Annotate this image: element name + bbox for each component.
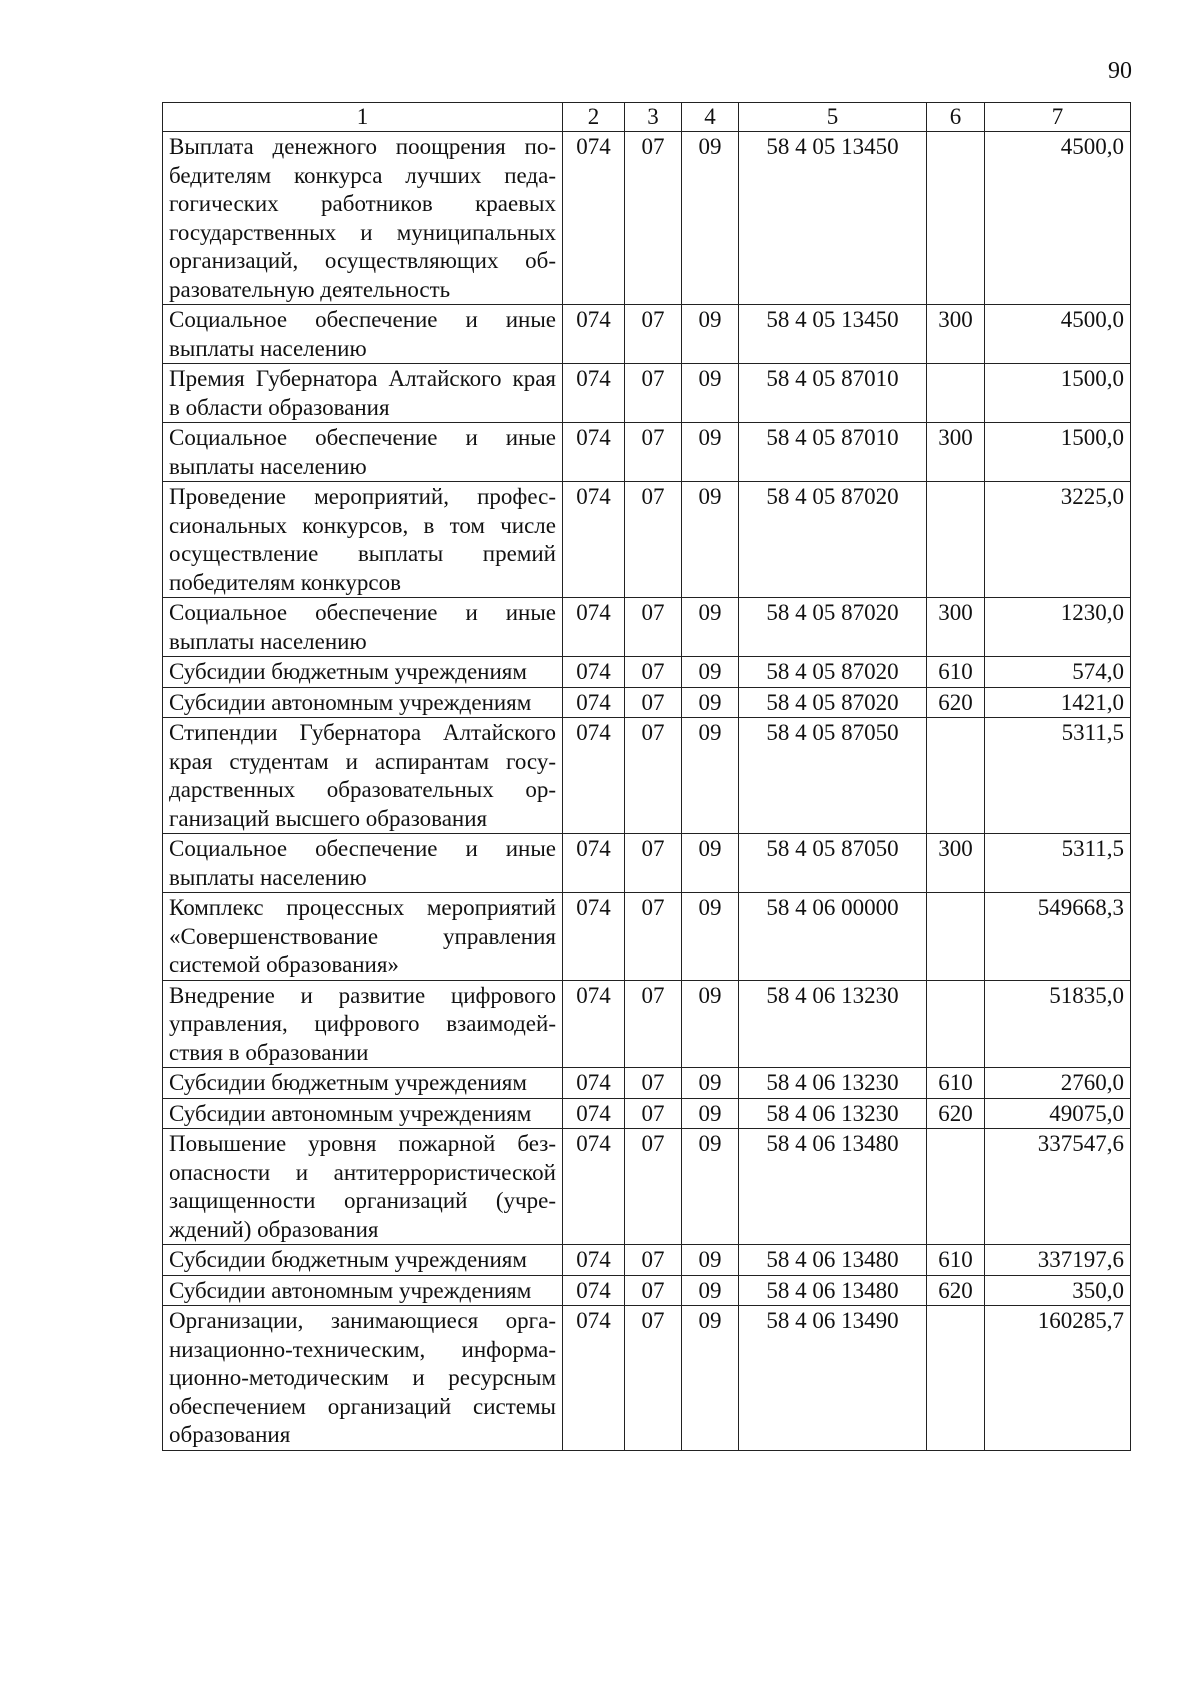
column-header-4: 4: [682, 103, 739, 132]
ministry-code-cell: 074: [563, 718, 625, 834]
column-header-1: 1: [163, 103, 563, 132]
section-code-cell: 07: [625, 980, 682, 1068]
ministry-code-cell: 074: [563, 423, 625, 482]
table-row: [163, 1098, 1131, 1129]
ministry-code-cell: 074: [563, 364, 625, 423]
target-item-code-cell: 58 4 06 13480: [739, 1245, 927, 1276]
column-header-7: 7: [985, 103, 1131, 132]
expense-type-code-cell: [927, 1129, 985, 1245]
section-code-cell: 07: [625, 834, 682, 893]
subsection-code-cell: 09: [682, 657, 739, 688]
target-item-code-cell: 58 4 05 87050: [739, 718, 927, 834]
target-item-code-cell: 58 4 06 13480: [739, 1129, 927, 1245]
subsection-code-cell: 09: [682, 1275, 739, 1306]
ministry-code-cell: 074: [563, 687, 625, 718]
section-code-cell: 07: [625, 1068, 682, 1099]
target-item-code-cell: 58 4 05 87010: [739, 364, 927, 423]
expense-type-code-cell: 610: [927, 1068, 985, 1099]
section-code-cell: 07: [625, 423, 682, 482]
target-item-code-cell: 58 4 05 87050: [739, 834, 927, 893]
expense-type-code-cell: [927, 980, 985, 1068]
subsection-code-cell: 09: [682, 718, 739, 834]
column-header-3: 3: [625, 103, 682, 132]
subsection-code-cell: 09: [682, 1245, 739, 1276]
header-row: [163, 103, 1131, 132]
table-row: [163, 305, 1131, 364]
target-item-code-cell: 58 4 05 13450: [739, 132, 927, 305]
section-code-cell: 07: [625, 1275, 682, 1306]
target-item-code-cell: 58 4 05 13450: [739, 305, 927, 364]
table-row: [163, 657, 1131, 688]
section-code-cell: 07: [625, 687, 682, 718]
table-row: [163, 834, 1131, 893]
amount-cell: 1500,0: [985, 423, 1131, 482]
subsection-code-cell: 09: [682, 598, 739, 657]
table-row: [163, 364, 1131, 423]
target-item-code-cell: 58 4 06 13230: [739, 1098, 927, 1129]
amount-cell: 549668,3: [985, 893, 1131, 981]
amount-cell: 51835,0: [985, 980, 1131, 1068]
row-name-cell: Премия Губернатора Алтайского края в области образования: [163, 364, 563, 423]
row-name-cell: Субсидии автономным учреждениям: [163, 1098, 563, 1129]
section-code-cell: 07: [625, 364, 682, 423]
budget-table: [162, 102, 1131, 1451]
amount-cell: 1500,0: [985, 364, 1131, 423]
target-item-code-cell: 58 4 05 87020: [739, 598, 927, 657]
subsection-code-cell: 09: [682, 1306, 739, 1451]
amount-cell: 3225,0: [985, 482, 1131, 598]
row-name-cell: Социальное обеспечение и иные выплаты населению: [163, 423, 563, 482]
amount-cell: 4500,0: [985, 132, 1131, 305]
expense-type-code-cell: [927, 482, 985, 598]
expense-type-code-cell: 620: [927, 1275, 985, 1306]
row-name-cell: Проведение мероприятий, профессиональных конкурсов, в том числе осуществление выплаты премий победителям конкурсов: [163, 482, 563, 598]
ministry-code-cell: 074: [563, 1098, 625, 1129]
expense-type-code-cell: 620: [927, 687, 985, 718]
row-name-cell: Субсидии бюджетным учреждениям: [163, 657, 563, 688]
table-row: [163, 598, 1131, 657]
ministry-code-cell: 074: [563, 305, 625, 364]
row-name-cell: Субсидии бюджетным учреждениям: [163, 1245, 563, 1276]
expense-type-code-cell: [927, 364, 985, 423]
expense-type-code-cell: [927, 1306, 985, 1451]
subsection-code-cell: 09: [682, 980, 739, 1068]
ministry-code-cell: 074: [563, 1129, 625, 1245]
subsection-code-cell: 09: [682, 364, 739, 423]
ministry-code-cell: 074: [563, 1068, 625, 1099]
table-row: [163, 423, 1131, 482]
table-header: [163, 103, 1131, 132]
section-code-cell: 07: [625, 893, 682, 981]
row-name-cell: Комплекс процессных мероприятий «Совершенствование управления системой образования»: [163, 893, 563, 981]
expense-type-code-cell: 610: [927, 657, 985, 688]
page-number: 90: [1108, 58, 1132, 84]
table-row: [163, 1275, 1131, 1306]
column-header-2: 2: [563, 103, 625, 132]
expense-type-code-cell: 300: [927, 423, 985, 482]
amount-cell: 337547,6: [985, 1129, 1131, 1245]
target-item-code-cell: 58 4 06 13230: [739, 980, 927, 1068]
amount-cell: 4500,0: [985, 305, 1131, 364]
section-code-cell: 07: [625, 482, 682, 598]
subsection-code-cell: 09: [682, 423, 739, 482]
section-code-cell: 07: [625, 718, 682, 834]
section-code-cell: 07: [625, 1306, 682, 1451]
row-name-cell: Внедрение и развитие цифрового управления, цифрового взаимодействия в образовании: [163, 980, 563, 1068]
table-row: [163, 1306, 1131, 1451]
column-header-6: 6: [927, 103, 985, 132]
table-row: [163, 893, 1131, 981]
row-name-cell: Социальное обеспечение и иные выплаты населению: [163, 834, 563, 893]
target-item-code-cell: 58 4 06 13490: [739, 1306, 927, 1451]
subsection-code-cell: 09: [682, 1098, 739, 1129]
section-code-cell: 07: [625, 132, 682, 305]
section-code-cell: 07: [625, 1245, 682, 1276]
amount-cell: 5311,5: [985, 834, 1131, 893]
expense-type-code-cell: 610: [927, 1245, 985, 1276]
expense-type-code-cell: [927, 893, 985, 981]
target-item-code-cell: 58 4 05 87010: [739, 423, 927, 482]
subsection-code-cell: 09: [682, 893, 739, 981]
column-header-5: 5: [739, 103, 927, 132]
section-code-cell: 07: [625, 1129, 682, 1245]
table-row: [163, 980, 1131, 1068]
row-name-cell: Выплата денежного поощрения победителям конкурса лучших педагогических работников краевых государственных и муниципальных организаций, осуществляющих образовательную деятельность: [163, 132, 563, 305]
expense-type-code-cell: 620: [927, 1098, 985, 1129]
expense-type-code-cell: [927, 132, 985, 305]
table-row: [163, 482, 1131, 598]
subsection-code-cell: 09: [682, 132, 739, 305]
target-item-code-cell: 58 4 06 00000: [739, 893, 927, 981]
amount-cell: 49075,0: [985, 1098, 1131, 1129]
amount-cell: 160285,7: [985, 1306, 1131, 1451]
amount-cell: 574,0: [985, 657, 1131, 688]
expense-type-code-cell: [927, 718, 985, 834]
target-item-code-cell: 58 4 05 87020: [739, 657, 927, 688]
ministry-code-cell: 074: [563, 1275, 625, 1306]
ministry-code-cell: 074: [563, 657, 625, 688]
row-name-cell: Социальное обеспечение и иные выплаты населению: [163, 598, 563, 657]
expense-type-code-cell: 300: [927, 305, 985, 364]
table-row: [163, 1245, 1131, 1276]
section-code-cell: 07: [625, 1098, 682, 1129]
table-row: [163, 1068, 1131, 1099]
amount-cell: 5311,5: [985, 718, 1131, 834]
subsection-code-cell: 09: [682, 687, 739, 718]
row-name-cell: Субсидии бюджетным учреждениям: [163, 1068, 563, 1099]
subsection-code-cell: 09: [682, 834, 739, 893]
amount-cell: 350,0: [985, 1275, 1131, 1306]
row-name-cell: Организации, занимающиеся организационно-техническим, информационно-методическим и ресурсным обеспечением организаций системы образования: [163, 1306, 563, 1451]
amount-cell: 1230,0: [985, 598, 1131, 657]
section-code-cell: 07: [625, 305, 682, 364]
ministry-code-cell: 074: [563, 482, 625, 598]
subsection-code-cell: 09: [682, 305, 739, 364]
section-code-cell: 07: [625, 598, 682, 657]
section-code-cell: 07: [625, 657, 682, 688]
row-name-cell: Повышение уровня пожарной безопасности и антитеррористической защищенности организаций (учреждений) образования: [163, 1129, 563, 1245]
table-row: [163, 718, 1131, 834]
table-row: [163, 687, 1131, 718]
ministry-code-cell: 074: [563, 980, 625, 1068]
subsection-code-cell: 09: [682, 1068, 739, 1099]
amount-cell: 337197,6: [985, 1245, 1131, 1276]
table-row: [163, 132, 1131, 305]
ministry-code-cell: 074: [563, 893, 625, 981]
row-name-cell: Субсидии автономным учреждениям: [163, 1275, 563, 1306]
ministry-code-cell: 074: [563, 1306, 625, 1451]
expense-type-code-cell: 300: [927, 598, 985, 657]
table-row: [163, 1129, 1131, 1245]
ministry-code-cell: 074: [563, 834, 625, 893]
target-item-code-cell: 58 4 05 87020: [739, 482, 927, 598]
ministry-code-cell: 074: [563, 132, 625, 305]
ministry-code-cell: 074: [563, 598, 625, 657]
target-item-code-cell: 58 4 05 87020: [739, 687, 927, 718]
subsection-code-cell: 09: [682, 1129, 739, 1245]
target-item-code-cell: 58 4 06 13230: [739, 1068, 927, 1099]
target-item-code-cell: 58 4 06 13480: [739, 1275, 927, 1306]
row-name-cell: Социальное обеспечение и иные выплаты населению: [163, 305, 563, 364]
ministry-code-cell: 074: [563, 1245, 625, 1276]
row-name-cell: Стипендии Губернатора Алтайского края студентам и аспирантам государственных образовательных организаций высшего образования: [163, 718, 563, 834]
table-body: [163, 132, 1131, 1451]
expense-type-code-cell: 300: [927, 834, 985, 893]
amount-cell: 1421,0: [985, 687, 1131, 718]
amount-cell: 2760,0: [985, 1068, 1131, 1099]
subsection-code-cell: 09: [682, 482, 739, 598]
row-name-cell: Субсидии автономным учреждениям: [163, 687, 563, 718]
